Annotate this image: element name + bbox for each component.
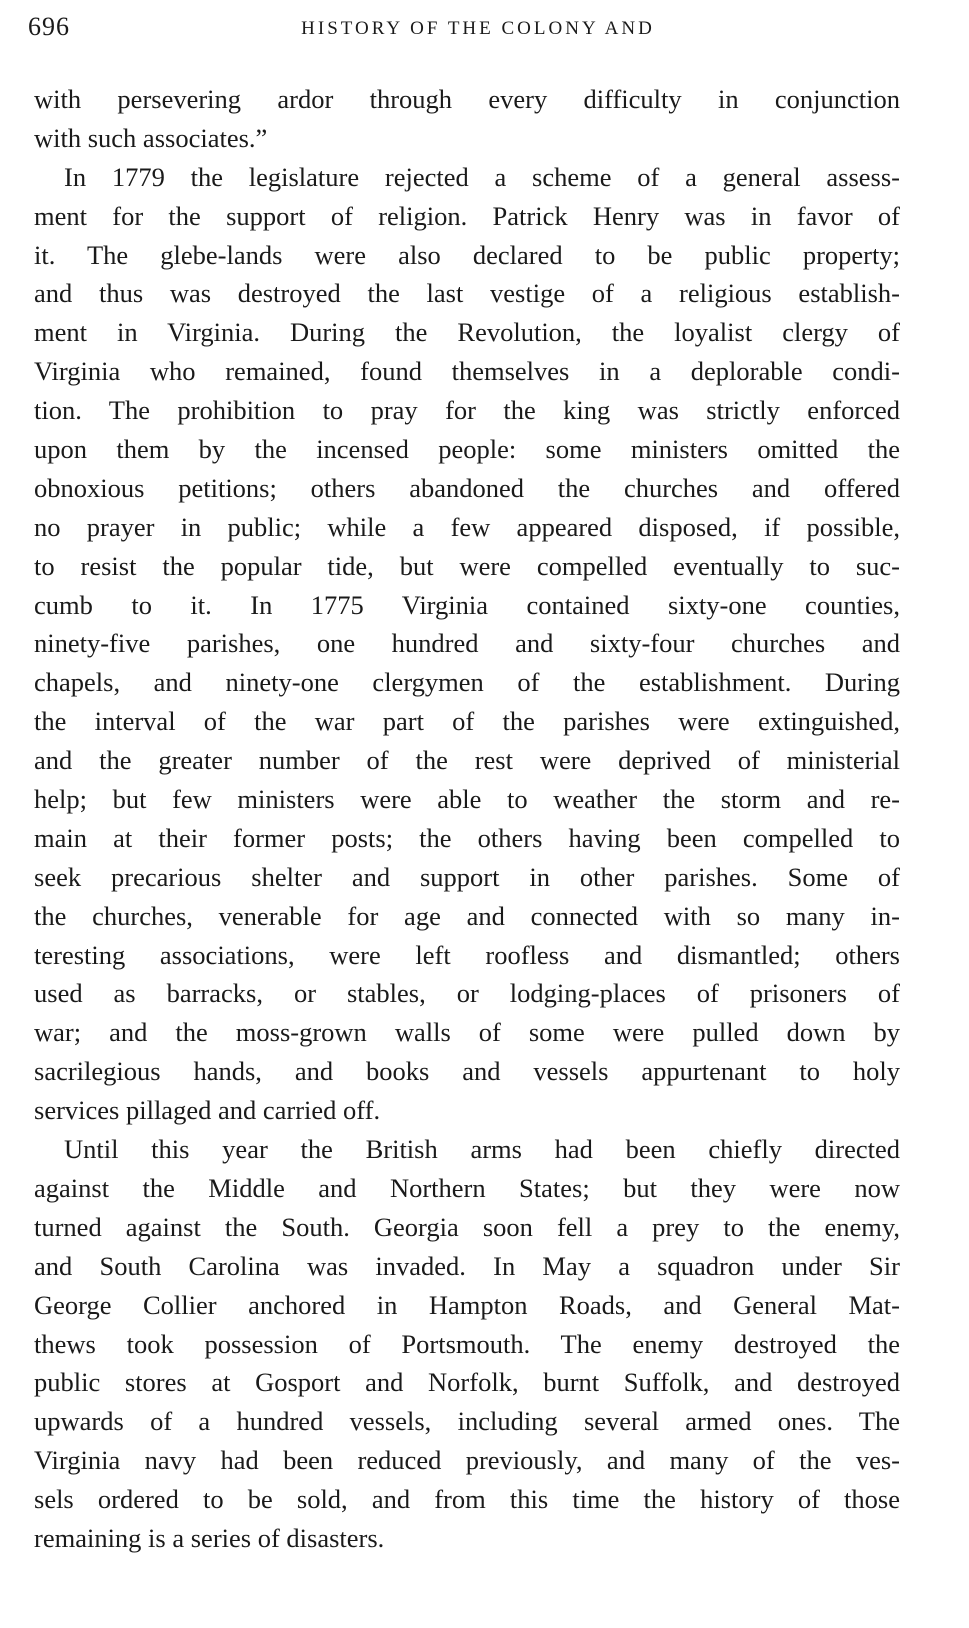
page-number: 696: [28, 12, 70, 41]
text-line: services pillaged and carried off.: [34, 1095, 381, 1126]
text-line: George Collier anchored in Hampton Roads, and General Mat-: [34, 1289, 900, 1320]
text-line: the interval of the war part of the parishes were extinguished,: [34, 706, 900, 737]
paragraph: [34, 80, 900, 158]
body-text: [34, 80, 900, 1558]
text-line: chapels, and ninety-one clergymen of the establishment. During: [34, 667, 900, 698]
text-line: Virginia who remained, found themselves in a deplorable condi-: [34, 356, 900, 387]
text-line: it. The glebe-lands were also declared to be public property;: [34, 239, 900, 270]
text-line: the churches, venerable for age and connected with so many in-: [34, 900, 900, 931]
text-line: war; and the moss-grown walls of some were pulled down by: [34, 1017, 900, 1048]
text-line: remaining is a series of disasters.: [34, 1522, 385, 1553]
text-line: and South Carolina was invaded. In May a squadron under Sir: [34, 1250, 900, 1281]
text-line: no prayer in public; while a few appeared disposed, if possible,: [34, 511, 900, 542]
paragraph: [34, 158, 900, 1130]
text-line: turned against the South. Georgia soon fell a prey to the enemy,: [34, 1211, 900, 1242]
text-line: upwards of a hundred vessels, including several armed ones. The: [34, 1406, 900, 1437]
text-line: main at their former posts; the others having been compelled to: [34, 822, 900, 853]
text-line: In 1779 the legislature rejected a scheme of a general assess-: [64, 161, 900, 192]
text-line: teresting associations, were left roofless and dismantled; others: [34, 939, 900, 970]
text-line: used as barracks, or stables, or lodging-places of prisoners of: [34, 978, 900, 1009]
paragraph: [34, 1130, 900, 1558]
text-line: sacrilegious hands, and books and vessels appurtenant to holy: [34, 1056, 900, 1087]
text-line: seek precarious shelter and support in other parishes. Some of: [34, 861, 900, 892]
text-line: sels ordered to be sold, and from this time the history of those: [34, 1484, 900, 1515]
text-line: help; but few ministers were able to weather the storm and re-: [34, 784, 900, 815]
text-line: with persevering ardor through every difficulty in conjunction: [34, 84, 900, 114]
text-line: public stores at Gosport and Norfolk, burnt Suffolk, and destroyed: [34, 1367, 900, 1398]
text-line: against the Middle and Northern States; but they were now: [34, 1172, 900, 1203]
text-line: ment for the support of religion. Patrick Henry was in favor of: [34, 200, 900, 231]
text-line: obnoxious petitions; others abandoned the churches and offered: [34, 472, 900, 503]
text-line: and the greater number of the rest were deprived of ministerial: [34, 745, 900, 776]
text-line: and thus was destroyed the last vestige of a religious establish-: [34, 278, 900, 309]
running-title: HISTORY OF THE COLONY AND: [301, 18, 655, 39]
text-line: ninety-five parishes, one hundred and sixty-four churches and: [34, 628, 900, 659]
text-line: thews took possession of Portsmouth. The enemy destroyed the: [34, 1328, 900, 1359]
text-line: tion. The prohibition to pray for the king was strictly enforced: [34, 395, 900, 426]
text-line: with such associates.”: [34, 122, 268, 153]
text-line: to resist the popular tide, but were compelled eventually to suc-: [34, 550, 900, 581]
text-line: ment in Virginia. During the Revolution, the loyalist clergy of: [34, 317, 900, 348]
text-line: Until this year the British arms had been chiefly directed: [64, 1134, 900, 1165]
text-line: Virginia navy had been reduced previously, and many of the ves-: [34, 1445, 900, 1476]
text-line: cumb to it. In 1775 Virginia contained sixty-one counties,: [34, 589, 900, 620]
text-line: upon them by the incensed people: some ministers omitted the: [34, 434, 900, 465]
page-header: [28, 12, 928, 48]
